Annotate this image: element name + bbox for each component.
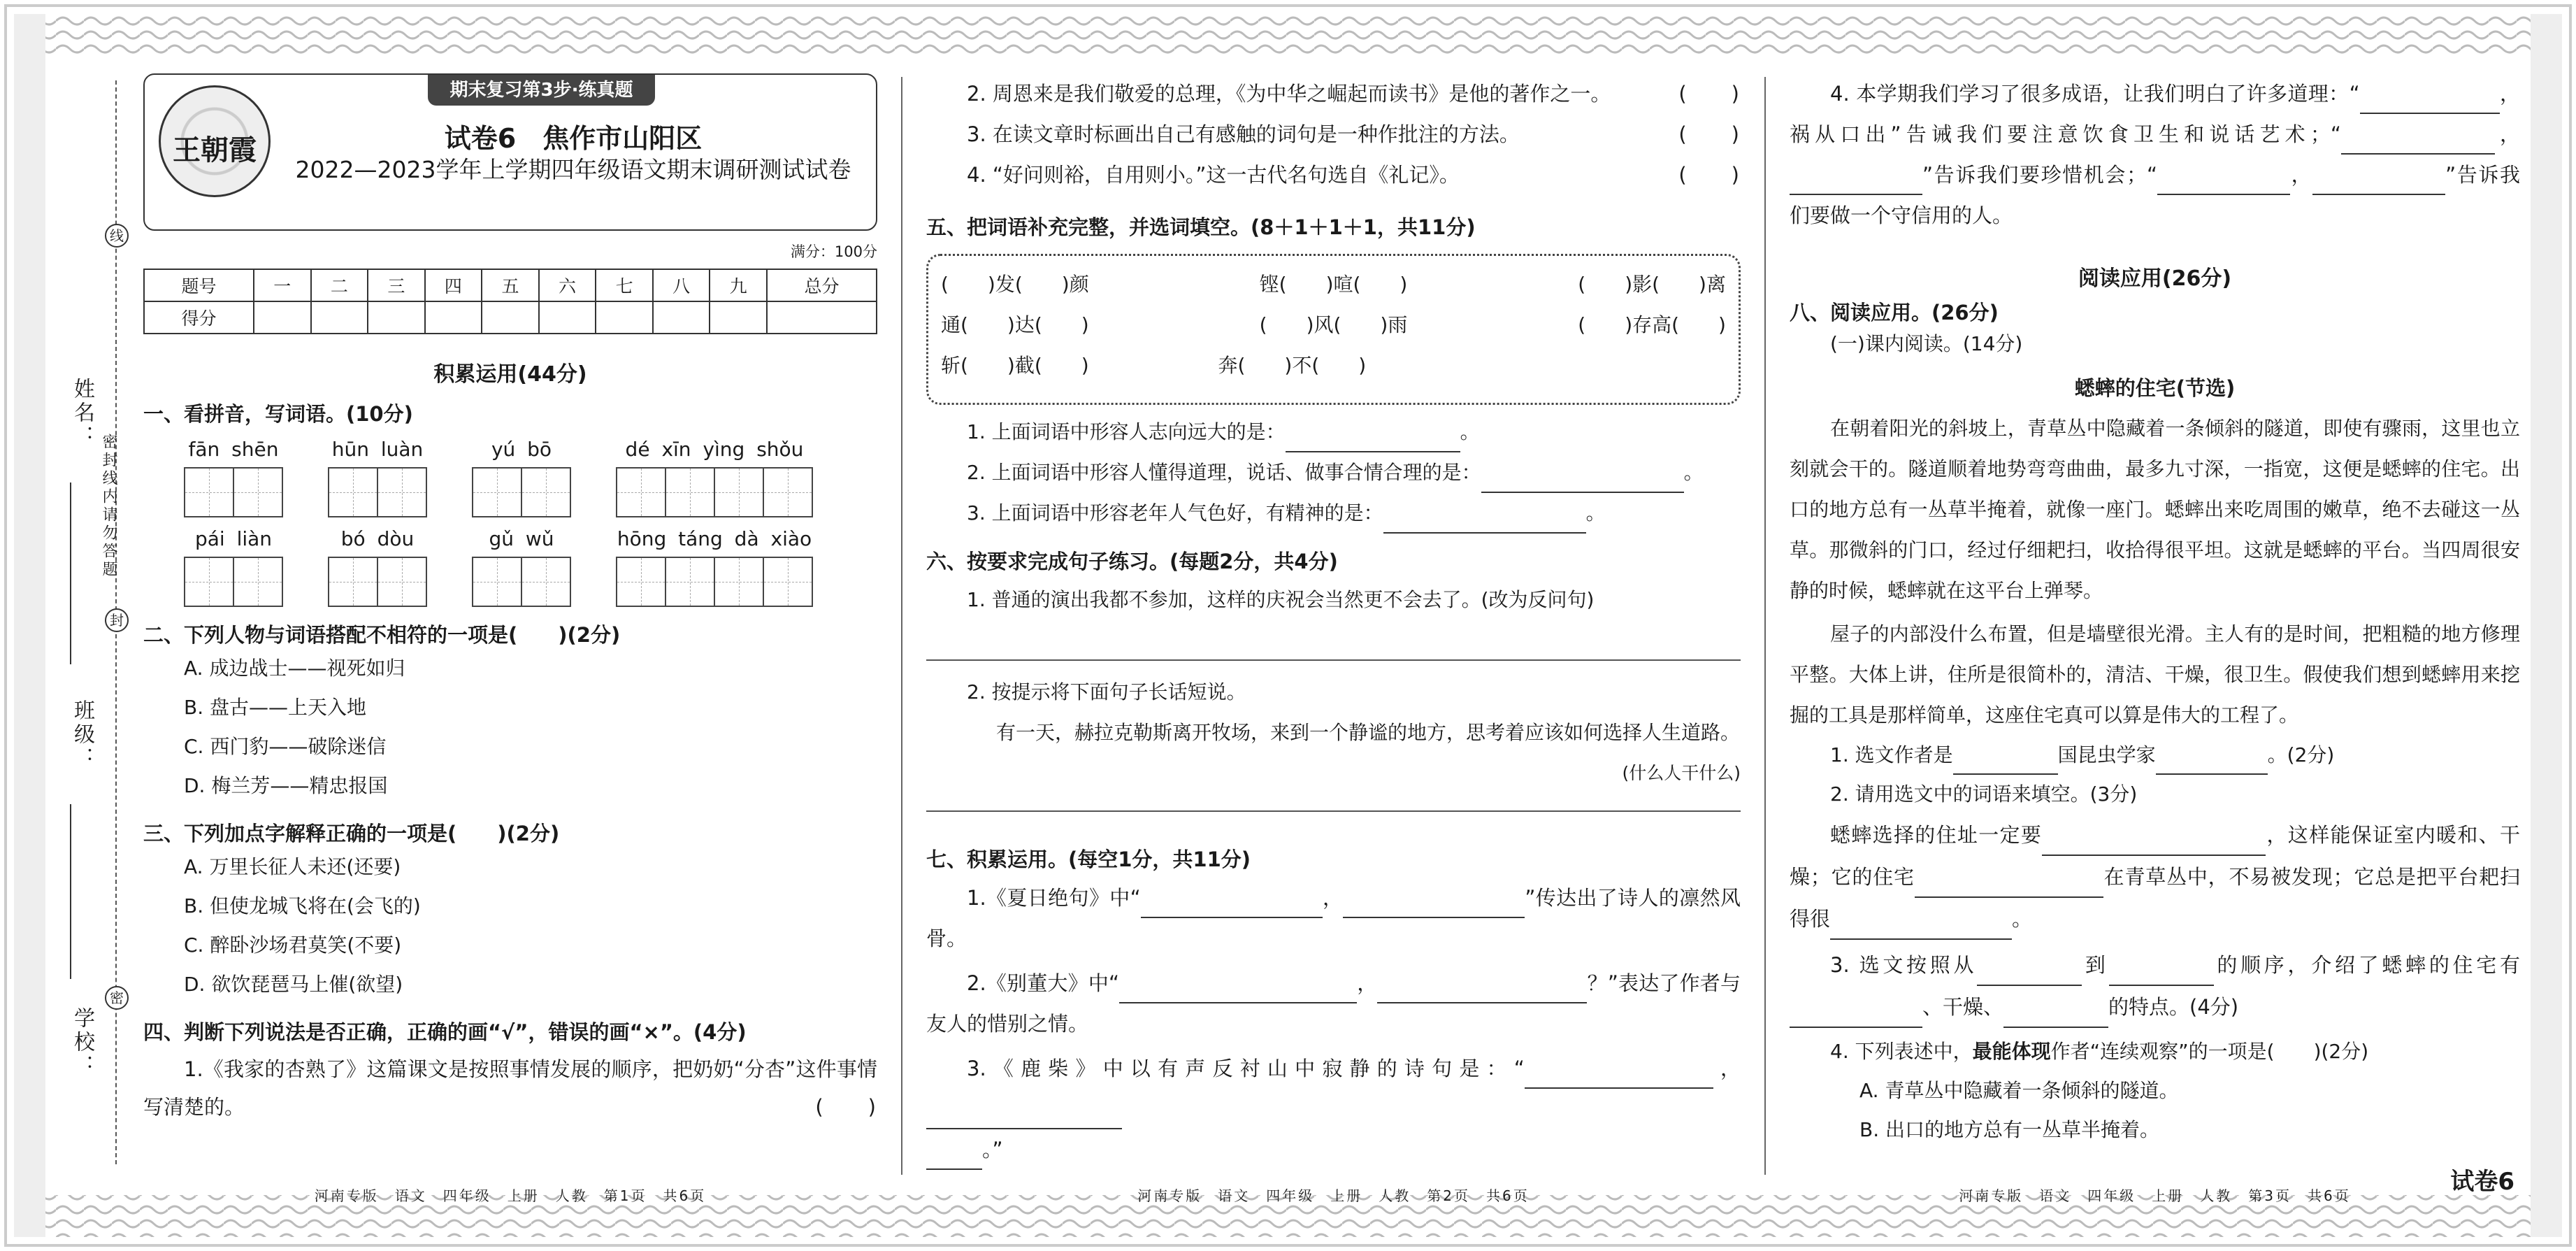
score-input[interactable]: [653, 301, 710, 334]
poem-item-2: 2.《别董大》中“ ， ？”表达了作者与友人的惜别之情。: [926, 971, 1741, 1036]
score-input[interactable]: [425, 301, 482, 334]
answer-blank[interactable]: [1830, 916, 2012, 940]
pinyin: gǔ wǔ: [489, 527, 554, 550]
idiom-blank[interactable]: ( )影( )离: [1578, 273, 1726, 296]
reading-q3: 3. 选文按照从 到 的顺序，介绍了蟋蟀的住宅有、干燥、 的特点。(4分): [1790, 944, 2520, 1028]
reading-paragraph-1: 在朝着阳光的斜坡上，青草丛中隐藏着一条倾斜的隧道，即使有骤雨，这里也立刻就会干的。隧道顺着地势弯弯曲曲，最多九寸深，一指宽，这便是蟋蟀的住宅。出口的地方总有一丛草半掩着，就像一座门。蟋蟀出来吃周围的嫩草，绝不去碰这一丛草。那微斜的门口，经过仔细耙扫，收拾得很平坦。这就是蟋蟀的平台。当四周很安静的时候，蟋蟀就在这平台上弹琴。: [1790, 417, 2520, 602]
judge-item-4: 4. “好问则裕，自用则小。”这一古代名句选自《礼记》。 ( ): [926, 155, 1741, 195]
score-input[interactable]: [311, 301, 368, 334]
seal-mark-secret: 密: [105, 986, 129, 1010]
sub-question-1: (一)课内阅读。(14分): [1830, 332, 2023, 355]
sentence-text: 有一天，赫拉克勒斯离开牧场，来到一个静谧的地方，思考着应该如何选择人生道路。: [996, 721, 1741, 744]
answer-paren[interactable]: ( ): [815, 1095, 877, 1119]
paper-title: 试卷6 焦作市山阳区: [444, 123, 703, 154]
answer-blank[interactable]: [2360, 90, 2500, 114]
page-footer: 河南专版 语文 四年级 上册 人教 第3页 共6页: [1959, 1187, 2351, 1204]
char-grid[interactable]: [184, 557, 283, 607]
answer-paren[interactable]: ( ): [1678, 163, 1741, 187]
answer-blank[interactable]: [1953, 751, 2058, 775]
pinyin: hōng táng dà xiào: [617, 527, 812, 550]
answer-blank[interactable]: [1141, 894, 1323, 918]
seal-notice: 密封线内请勿答题: [100, 434, 117, 579]
reading-q4: 4. 下列表述中，最能体现作者“连续观察”的一项是( )(2分): [1830, 1040, 2369, 1063]
answer-line[interactable]: [926, 794, 1741, 812]
fill-item-2: 2. 上面词语中形容人懂得道理，说话、做事合情合理的是： 。: [926, 452, 1741, 493]
logo: 王朝霞: [159, 85, 271, 197]
score-header-row: [144, 269, 877, 301]
score-cell: 一: [254, 269, 311, 301]
answer-blank[interactable]: [2042, 832, 2266, 856]
step-banner: 期末复习第3步·练真题: [428, 75, 655, 106]
page-2: [926, 73, 1741, 1204]
option: B. 出口的地方总有一丛草半掩着。: [1859, 1118, 2160, 1141]
answer-blank[interactable]: [2109, 962, 2214, 986]
reading-paragraph-2: 屋子的内部没什么布置，但是墙壁很光滑。主人有的是时间，把粗糙的地方修理平整。大体上讲，住所是很简朴的，清洁、干燥，很卫生。假使我们想到蟋蟀用来挖掘的工具是那样简单，这座住宅真可以算是伟大的工程了。: [1790, 622, 2520, 727]
paper-header: [143, 73, 877, 231]
seal-mark-line: 线: [105, 224, 129, 248]
score-table: [143, 269, 877, 334]
pinyin-row-1: [143, 438, 877, 517]
answer-blank[interactable]: [2341, 131, 2495, 155]
score-input[interactable]: [482, 301, 539, 334]
sentence-hint: (什么人干什么): [1622, 763, 1741, 783]
pinyin: dé xīn yìng shǒu: [625, 438, 804, 461]
score-cell: 六: [539, 269, 596, 301]
option: B. 但使龙城飞将在(会飞的): [184, 894, 421, 917]
name-label: 姓名：: [70, 378, 94, 449]
judge-item-1: 1.《我家的杏熟了》这篇课文是按照事情发展的顺序，把奶奶“分杏”这件事情写清楚的。 ( ): [143, 1050, 877, 1126]
fill-item-3: 3. 上面词语中形容老年人气色好，有精神的是： 。: [926, 493, 1741, 534]
score-input[interactable]: [368, 301, 425, 334]
answer-blank[interactable]: [1977, 962, 2082, 986]
answer-line[interactable]: [926, 620, 1741, 661]
pinyin: hūn luàn: [331, 438, 424, 461]
idiom-blank[interactable]: 奔( )不( ): [1218, 354, 1367, 377]
full-score: 满分：100分: [790, 243, 877, 260]
section-title-accumulation: 积累运用(44分): [433, 362, 587, 387]
question-8: 八、阅读应用。(26分): [1790, 301, 1999, 324]
section-title-reading: 阅读应用(26分): [2078, 266, 2232, 291]
idiom-blank[interactable]: 斩( )截( ): [941, 354, 1089, 377]
score-cell: 四: [425, 269, 482, 301]
idiom-blank[interactable]: ( )发( )颜: [941, 273, 1089, 296]
char-grid[interactable]: [328, 557, 427, 607]
pinyin: pái liàn: [194, 527, 273, 550]
answer-paren[interactable]: ( ): [1678, 122, 1741, 146]
question-3: 三、下列加点字解释正确的一项是( )(2分): [143, 822, 560, 845]
idiom-item-4: 4. 本学期我们学习了很多成语，让我们明白了许多道理：“ ，祸从口出”告诫我们要注意饮食卫生和说话艺术；“ ，”告诉我们要珍惜机会；“ ， ”告诉我们要做一个守信用的人。: [1790, 82, 2520, 227]
reading-q1: 1. 选文作者是 国昆虫学家 。(2分): [1790, 736, 2520, 775]
option: A. 青草丛中隐藏着一条倾斜的隧道。: [1859, 1079, 2179, 1102]
judge-item-2: 2. 周恩来是我们敬爱的总理，《为中华之崛起而读书》是他的著作之一。 ( ): [926, 73, 1741, 114]
poem-item-3: 3.《鹿柴》中以有声反衬山中寂静的诗句是：“ ， 。”: [926, 1048, 1741, 1170]
page-footer: 河南专版 语文 四年级 上册 人教 第2页 共6页: [1137, 1187, 1530, 1204]
answer-blank[interactable]: [2003, 1004, 2108, 1028]
answer-blank[interactable]: [1383, 510, 1586, 534]
idiom-blank[interactable]: 通( )达( ): [941, 313, 1089, 336]
score-cell: 七: [596, 269, 653, 301]
sentence-item-1: 1. 普通的演出我都不参加，这样的庆祝会当然更不会去了。(改为反问句): [967, 588, 1595, 611]
score-cell: 总分: [767, 269, 877, 301]
answer-blank[interactable]: [1790, 171, 1922, 195]
reading-q2: 2. 请用选文中的词语来填空。(3分): [1830, 782, 2138, 806]
score-input[interactable]: [539, 301, 596, 334]
page-1: [143, 73, 877, 1204]
word-box: [926, 254, 1741, 405]
page-footer: 河南专版 语文 四年级 上册 人教 第1页 共6页: [314, 1187, 707, 1204]
option: C. 西门豹——破除迷信: [184, 735, 387, 758]
option: C. 醉卧沙场君莫笑(不要): [184, 934, 402, 957]
seal-mark-seal: 封: [105, 608, 129, 632]
option: D. 欲饮琵琶马上催(欲望): [184, 973, 403, 996]
score-cell: 题号: [144, 269, 254, 301]
school-label: 学校：: [70, 1007, 94, 1078]
question-5: 五、把词语补充完整，并选词填空。(8＋1＋1＋1，共11分): [926, 215, 1476, 239]
score-cell: 三: [368, 269, 425, 301]
score-input[interactable]: [596, 301, 653, 334]
idiom-blank[interactable]: ( )存高( ): [1578, 313, 1726, 336]
answer-blank[interactable]: [1286, 429, 1460, 452]
pinyin: bó dòu: [340, 527, 415, 550]
answer-blank[interactable]: [1343, 894, 1525, 918]
fill-item-1: 1. 上面词语中形容人志向远大的是： 。: [926, 412, 1741, 452]
char-grid[interactable]: [616, 557, 813, 607]
option: D. 梅兰芳——精忠报国: [184, 774, 388, 797]
question-4: 四、判断下列说法是否正确，正确的画“√”，错误的画“×”。(4分): [143, 1020, 747, 1044]
answer-blank[interactable]: [926, 1106, 1122, 1129]
answer-blank[interactable]: [2157, 171, 2290, 195]
answer-blank[interactable]: [2156, 751, 2268, 775]
poem-item-1: 1.《夏日绝句》中“ ， ”传达出了诗人的凛然风骨。: [926, 886, 1741, 950]
idiom-blank[interactable]: 铿( )喧( ): [1259, 273, 1408, 296]
pinyin: fān shēn: [188, 438, 279, 461]
pinyin-row-2: [143, 527, 877, 607]
sentence-item-2: 2. 按提示将下面句子长话短说。: [967, 680, 1246, 703]
score-cell: 得分: [144, 301, 254, 334]
char-grid[interactable]: [184, 467, 283, 517]
judge-item-3: 3. 在读文章时标画出自己有感触的词句是一种作批注的方法。 ( ): [926, 114, 1741, 155]
question-6: 六、按要求完成句子练习。(每题2分，共4分): [926, 550, 1338, 573]
class-line: [70, 804, 71, 979]
paper-subtitle: 2022—2023学年上学期四年级语文期末调研测试试卷: [295, 156, 851, 183]
char-grid[interactable]: [328, 467, 427, 517]
score-cell: 五: [482, 269, 539, 301]
char-grid[interactable]: [616, 467, 813, 517]
score-value-row: [144, 301, 877, 334]
class-label: 班级：: [70, 699, 94, 771]
score-input[interactable]: [767, 301, 877, 334]
reading-title: 蟋蟀的住宅(节选): [2074, 376, 2236, 400]
answer-blank[interactable]: [1377, 980, 1587, 1003]
answer-paren[interactable]: ( ): [1678, 82, 1741, 106]
question-1: 一、看拼音，写词语。(10分): [143, 402, 413, 426]
reading-q2-text: 蟋蟀选择的住址一定要 ，这样能保证室内暖和、干燥；它的住宅 在青草丛中，不易被发现；它总是把平台耙扫得很 。: [1790, 814, 2520, 940]
paper-number-badge: 试卷6: [2450, 1168, 2514, 1196]
answer-blank[interactable]: [1481, 469, 1684, 493]
score-cell: 二: [311, 269, 368, 301]
question-7: 七、积累运用。(每空1分，共11分): [926, 848, 1251, 871]
option: B. 盘古——上天入地: [184, 696, 367, 719]
score-input[interactable]: [710, 301, 767, 334]
answer-blank[interactable]: [1915, 874, 2103, 898]
score-cell: 八: [653, 269, 710, 301]
option: A. 成边战士——视死如归: [184, 657, 405, 680]
answer-blank[interactable]: [1790, 1004, 1922, 1028]
char-grid[interactable]: [472, 467, 571, 517]
pinyin: yú bō: [491, 438, 552, 461]
answer-blank[interactable]: [1525, 1065, 1713, 1089]
answer-blank[interactable]: [926, 1146, 982, 1170]
score-cell: 九: [710, 269, 767, 301]
answer-blank[interactable]: [2312, 171, 2445, 195]
question-2: 二、下列人物与词语搭配不相符的一项是( )(2分): [143, 623, 621, 647]
name-line: [70, 482, 71, 664]
answer-blank[interactable]: [1119, 980, 1357, 1003]
char-grid[interactable]: [472, 557, 571, 607]
idiom-blank[interactable]: ( )风( )雨: [1259, 313, 1408, 336]
option: A. 万里长征人未还(还要): [184, 855, 401, 878]
score-input[interactable]: [254, 301, 311, 334]
